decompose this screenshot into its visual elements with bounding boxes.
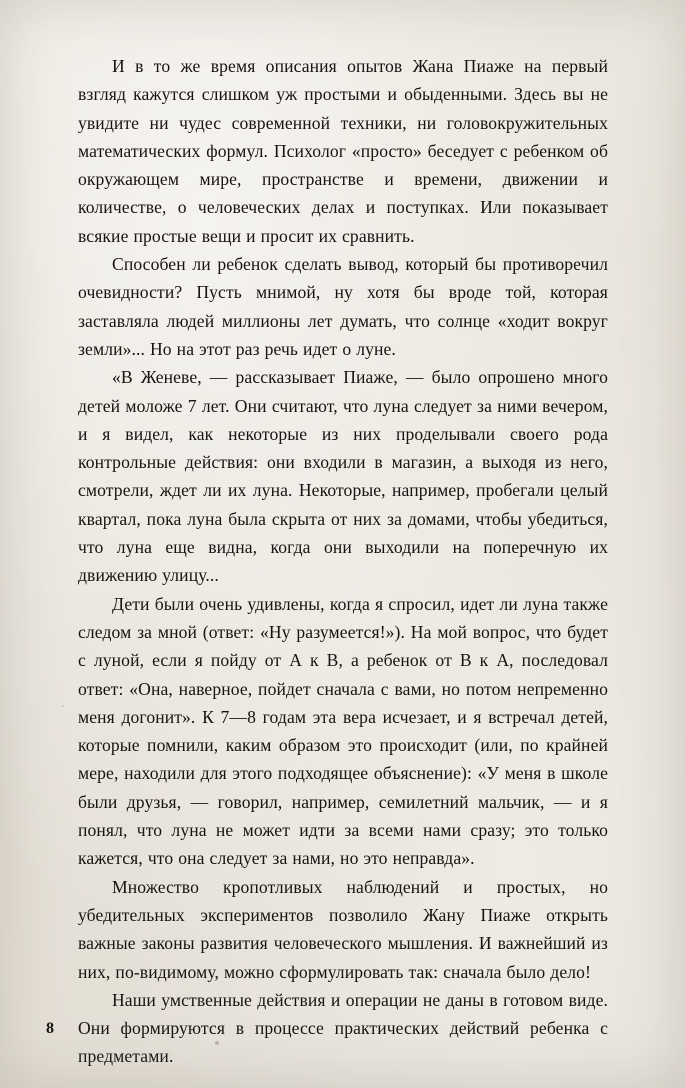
paragraph: «В Женеве, — рассказывает Пиаже, — было опрошено много детей моложе 7 лет. Они считают, что луна следует за ними вечером, и я видел, как некоторые из них проделывали своего рода контрольные действия: они входили в магазин, а выходя из него, смотрели, ждет ли их луна. Некоторые, например, пробегали целый квартал, пока луна была скрыта от них за домами, чтобы убедиться, что луна еще видна, когда они выходили на поперечную их движению улицу... xyxy=(78,367,608,586)
paper-speck xyxy=(604,486,606,488)
paragraph: И в то же время описания опытов Жана Пиаже на первый взгляд кажутся слишком уж простыми и обыденными. Здесь вы не увидите ни чудес современной техники, ни головокружительных математических формул. Психолог «просто» беседует с ребенком об окружающем мире, пространстве и времени, движении и количестве, о человеческих делах и поступках. Или показывает всякие простые вещи и просит их сравнить. xyxy=(78,56,608,246)
body-text-column xyxy=(78,52,608,1071)
paragraph: Наши умственные действия и операции не даны в готовом виде. Они формируются в процессе практических действий ребенка с предметами. xyxy=(78,989,608,1067)
page-number: 8 xyxy=(46,1020,54,1037)
paragraph: Способен ли ребенок сделать вывод, который бы противоречил очевидности? Пусть мнимой, ну хотя бы вроде той, которая заставляла людей миллионы лет думать, что солнце «ходит вокруг земли»... Но на этот раз речь идет о луне. xyxy=(78,254,608,359)
paragraph: Дети были очень удивлены, когда я спросил, идет ли луна также следом за мной (ответ: «Ну разумеется!»). На мой вопрос, что будет с луной, если я пойду от А к В, а ребенок от В к А, последовал ответ: «Она, наверное, пойдет сначала с вами, но потом непременно меня догонит». К 7—8 годам эта вера исчезает, и я встречал детей, которые помнили, каким образом это происходит (или, по крайней мере, находили для этого подходящее объяснение): «У меня в школе были друзья, — говорил, например, семилетний мальчик, — и я понял, что луна не может идти за всеми нами сразу; это только кажется, что она следует за нами, но это неправда». xyxy=(78,593,608,869)
paragraph: Множество кропотливых наблюдений и простых, но убедительных экспериментов позволило Жану Пиаже открыть важные законы развития человеческого мышления. И важнейший из них, по-видимому, можно сформулировать так: сначала было дело! xyxy=(78,876,608,982)
paper-speck xyxy=(62,705,64,707)
paper-speck xyxy=(215,1041,219,1045)
